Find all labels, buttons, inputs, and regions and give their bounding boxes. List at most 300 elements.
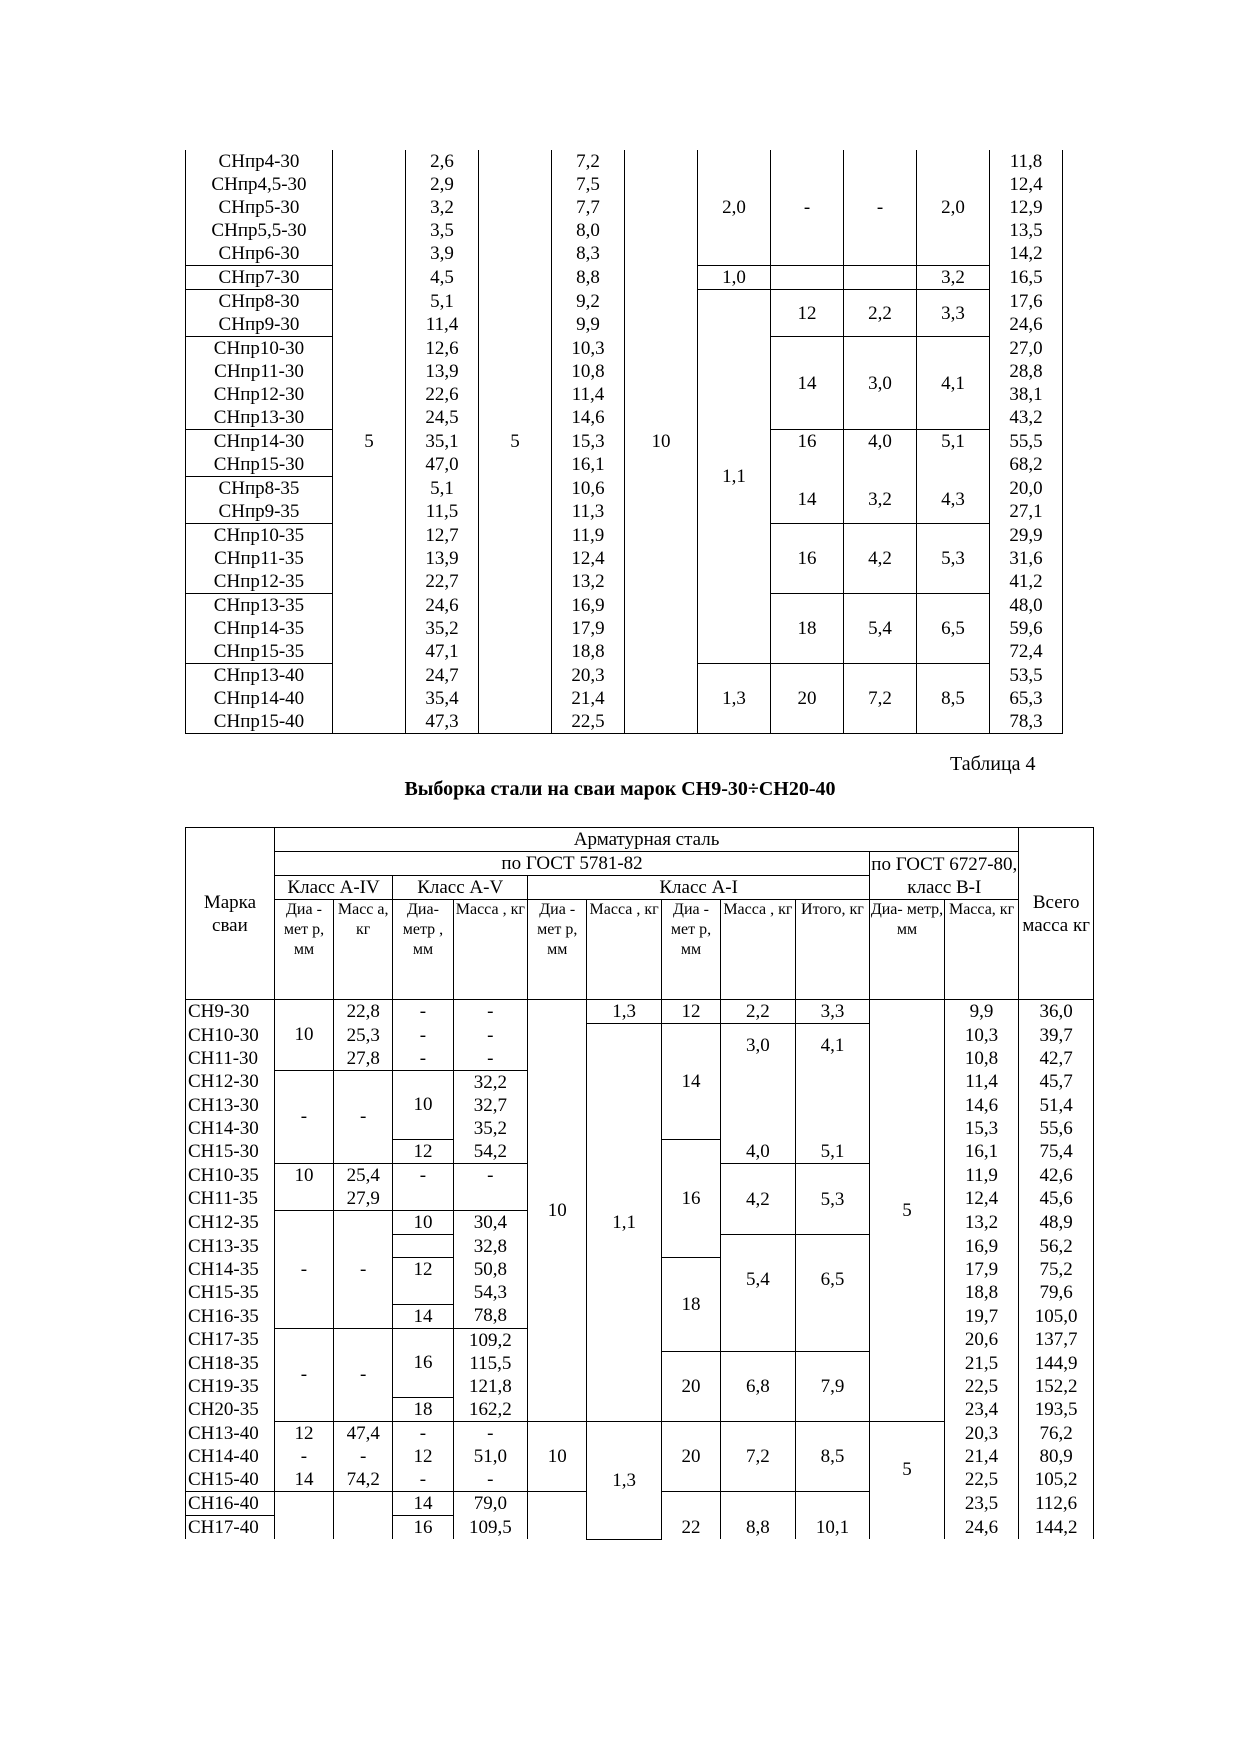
- b1-mass: 19,7: [944, 1304, 1019, 1328]
- mark-cell: СНпр15-35: [186, 640, 333, 664]
- mark-cell: СН20-35: [186, 1398, 275, 1422]
- header-diameter: Диа - мет р, мм: [528, 900, 587, 1000]
- value-cell: 11,4: [406, 313, 479, 337]
- value-cell: 7,7: [552, 196, 625, 219]
- b1-mass: 22,5: [944, 1375, 1019, 1398]
- group-value: 1,3: [698, 664, 771, 734]
- group-value: 5,1: [917, 430, 990, 454]
- mark-cell: СНпр12-30: [186, 383, 333, 406]
- mark-cell: СНпр9-30: [186, 313, 333, 337]
- mark-cell: СН9-30: [186, 1000, 275, 1024]
- header-class-a4: Класс А-IV: [274, 876, 392, 900]
- mark-cell: СНпр11-30: [186, 360, 333, 383]
- a4-mass: 25,4: [334, 1164, 393, 1188]
- value-cell: 11,9: [552, 524, 625, 548]
- value-cell: 22,6: [406, 383, 479, 406]
- value-cell: 11,3: [552, 500, 625, 524]
- group-value: 1,1: [698, 290, 771, 664]
- total-mass: 75,4: [1019, 1140, 1094, 1164]
- a5-diameter: 12: [393, 1445, 453, 1468]
- group-value: [771, 453, 844, 477]
- value-cell: 47,1: [406, 640, 479, 664]
- b1-mass: 20,3: [944, 1422, 1019, 1446]
- header-mass: Масс а, кг: [334, 900, 393, 1000]
- b1-diameter: 5: [870, 1000, 945, 1422]
- a5-mass: 35,2: [453, 1117, 528, 1140]
- value-cell: 24,5: [406, 406, 479, 430]
- group-value: 3,3: [917, 290, 990, 337]
- mark-cell: СНпр8-35: [186, 477, 333, 501]
- group-value: [844, 453, 917, 477]
- value-cell: 35,1: [406, 430, 479, 454]
- total-mass: 152,2: [1019, 1375, 1094, 1398]
- a1-total: 6,5: [795, 1258, 870, 1352]
- a1-diameter: 16: [661, 1140, 720, 1258]
- mark-cell: СН11-35: [186, 1187, 275, 1211]
- header-mass: Масса , кг: [453, 900, 528, 1000]
- a4-diameter: -: [274, 1445, 333, 1468]
- mark-cell: СНпр15-40: [186, 710, 333, 734]
- a4-diameter: [274, 1492, 333, 1540]
- group-value: 4,0: [844, 430, 917, 454]
- a4-mass: 27,8: [334, 1047, 393, 1071]
- a4-mass: -: [334, 1328, 393, 1422]
- header-total: Всего масса кг: [1019, 828, 1094, 1000]
- a5-mass: -: [453, 1422, 528, 1446]
- value-cell: 12,7: [406, 524, 479, 548]
- header-rebar: Арматурная сталь: [274, 828, 1019, 852]
- total-mass: 51,4: [1019, 1094, 1094, 1117]
- value-cell: 17,9: [552, 617, 625, 640]
- mark-cell: СН14-30: [186, 1117, 275, 1140]
- group-value: 1,0: [698, 266, 771, 290]
- value-cell: 9,2: [552, 290, 625, 314]
- total-mass: 55,6: [1019, 1117, 1094, 1140]
- total-cell: 72,4: [990, 640, 1063, 664]
- total-cell: 29,9: [990, 524, 1063, 548]
- a5-mass: 78,8: [453, 1304, 528, 1328]
- a5-diameter: [393, 1187, 453, 1211]
- a5-mass: 121,8: [453, 1375, 528, 1398]
- group-value: 20: [771, 664, 844, 734]
- b1-mass: 9,9: [944, 1000, 1019, 1024]
- value-cell: 15,3: [552, 430, 625, 454]
- value-cell: 7,5: [552, 173, 625, 196]
- total-mass: 75,2: [1019, 1258, 1094, 1282]
- a4-mass: -: [334, 1445, 393, 1468]
- group-value: 3,2: [844, 477, 917, 524]
- mark-cell: СНпр13-30: [186, 406, 333, 430]
- mark-cell: СН15-30: [186, 1140, 275, 1164]
- a5-mass: 115,5: [453, 1352, 528, 1375]
- total-cell: 14,2: [990, 242, 1063, 266]
- a4-mass: [334, 1492, 393, 1540]
- a5-mass: 32,8: [453, 1235, 528, 1258]
- total-mass: 80,9: [1019, 1445, 1094, 1468]
- mark-cell: СНпр14-35: [186, 617, 333, 640]
- total-mass: 144,2: [1019, 1516, 1094, 1540]
- mark-cell: СН10-35: [186, 1164, 275, 1188]
- a1-mass: 3,0: [721, 1024, 796, 1140]
- value-cell: 8,0: [552, 219, 625, 242]
- a4-mass: 74,2: [334, 1468, 393, 1492]
- b1-mass: 14,6: [944, 1094, 1019, 1117]
- table-number: Таблица 4: [950, 753, 1036, 775]
- a5-mass: 54,2: [453, 1140, 528, 1164]
- mark-cell: СНпр10-30: [186, 337, 333, 361]
- table-title: Выборка стали на сваи марок СН9-30÷СН20-40: [404, 778, 836, 800]
- a1-diameter: 22: [661, 1492, 720, 1540]
- value-cell: 10,6: [552, 477, 625, 501]
- a1-mass: 2,2: [721, 1000, 796, 1024]
- a5-diameter: 12: [393, 1140, 453, 1164]
- group-value: 14: [771, 337, 844, 430]
- a1-diameter: 20: [661, 1352, 720, 1422]
- shared-value: 5: [479, 150, 552, 734]
- a1-mass: 5,4: [721, 1258, 796, 1352]
- mark-cell: СНпр8-30: [186, 290, 333, 314]
- total-cell: 12,9: [990, 196, 1063, 219]
- group-value: [771, 266, 844, 290]
- value-cell: 35,2: [406, 617, 479, 640]
- b1-diameter: 5: [870, 1422, 945, 1540]
- a5-mass: 109,5: [453, 1516, 528, 1540]
- a5-mass: 32,2: [453, 1070, 528, 1094]
- mark-cell: СНпр7-30: [186, 266, 333, 290]
- a5-diameter: 14: [393, 1304, 453, 1328]
- a5-diameter: -: [393, 1164, 453, 1188]
- group-value: 4,2: [844, 524, 917, 594]
- total-mass: 79,6: [1019, 1281, 1094, 1304]
- mark-cell: СНпр13-40: [186, 664, 333, 688]
- a5-diameter: 18: [393, 1398, 453, 1422]
- header-gost-6727: по ГОСТ 6727-80, класс В-I: [871, 853, 1018, 898]
- a1-total: 8,5: [795, 1422, 870, 1492]
- value-cell: 20,3: [552, 664, 625, 688]
- total-mass: 48,9: [1019, 1211, 1094, 1235]
- mark-cell: СН13-30: [186, 1094, 275, 1117]
- a5-diameter: -: [393, 1422, 453, 1446]
- total-cell: 24,6: [990, 313, 1063, 337]
- a4-diameter: -: [274, 1211, 333, 1329]
- b1-mass: 11,9: [944, 1164, 1019, 1188]
- a5-diameter: [393, 1281, 453, 1304]
- a5-diameter: -: [393, 1047, 453, 1071]
- a5-mass: [453, 1187, 528, 1211]
- group-value: 16: [771, 524, 844, 594]
- a1-diameter: 14: [661, 1024, 720, 1140]
- total-cell: 28,8: [990, 360, 1063, 383]
- group-value: 18: [771, 594, 844, 664]
- mark-cell: СН16-35: [186, 1304, 275, 1328]
- a1-diameter: 10: [528, 1422, 587, 1492]
- group-value: 3,0: [844, 337, 917, 430]
- group-value: 12: [771, 290, 844, 337]
- steel-table-continuation: [185, 150, 1063, 734]
- a1-diameter: 12: [661, 1000, 720, 1024]
- a5-mass: 162,2: [453, 1398, 528, 1422]
- a5-mass: 51,0: [453, 1445, 528, 1468]
- a4-diameter: 10: [274, 1164, 333, 1211]
- mark-cell: СН10-30: [186, 1024, 275, 1047]
- total-mass: 39,7: [1019, 1024, 1094, 1047]
- total-mass: 105,2: [1019, 1468, 1094, 1492]
- total-cell: 65,3: [990, 687, 1063, 710]
- value-cell: 16,9: [552, 594, 625, 618]
- a1-mass: 4,2: [721, 1164, 796, 1235]
- a5-mass: 109,2: [453, 1328, 528, 1352]
- mark-cell: СНпр13-35: [186, 594, 333, 618]
- group-value: 3,2: [917, 266, 990, 290]
- value-cell: 13,2: [552, 570, 625, 594]
- a1-mass: 4,0: [721, 1140, 796, 1164]
- value-cell: 8,3: [552, 242, 625, 266]
- a5-mass: -: [453, 1164, 528, 1188]
- b1-mass: 16,9: [944, 1235, 1019, 1258]
- a5-mass: 30,4: [453, 1211, 528, 1235]
- mark-cell: СН12-35: [186, 1211, 275, 1235]
- mark-cell: СНпр5,5-30: [186, 219, 333, 242]
- b1-mass: 16,1: [944, 1140, 1019, 1164]
- value-cell: 2,9: [406, 173, 479, 196]
- a5-mass: 50,8: [453, 1258, 528, 1282]
- value-cell: 10,8: [552, 360, 625, 383]
- mark-cell: СНпр14-30: [186, 430, 333, 454]
- total-mass: 56,2: [1019, 1235, 1094, 1258]
- a5-mass: -: [453, 1000, 528, 1024]
- mark-cell: СНпр14-40: [186, 687, 333, 710]
- a4-diameter: -: [274, 1070, 333, 1164]
- a5-mass: -: [453, 1024, 528, 1047]
- header-class-a5: Класс А-V: [393, 876, 528, 900]
- b1-mass: 23,5: [944, 1492, 1019, 1516]
- a1-diameter: 20: [661, 1422, 720, 1492]
- group-value: 2,0: [917, 150, 990, 266]
- value-cell: 35,4: [406, 687, 479, 710]
- group-value: [917, 453, 990, 477]
- b1-mass: 17,9: [944, 1258, 1019, 1282]
- header-mark: Марка сваи: [186, 828, 275, 1000]
- total-cell: 13,5: [990, 219, 1063, 242]
- value-cell: 5,1: [406, 290, 479, 314]
- b1-mass: 11,4: [944, 1070, 1019, 1094]
- a4-mass: 47,4: [334, 1422, 393, 1446]
- value-cell: 24,6: [406, 594, 479, 618]
- a1-total: 7,9: [795, 1352, 870, 1422]
- group-value: 6,5: [917, 594, 990, 664]
- value-cell: 13,9: [406, 547, 479, 570]
- value-cell: 4,5: [406, 266, 479, 290]
- a1-mass: 6,8: [721, 1352, 796, 1422]
- value-cell: 14,6: [552, 406, 625, 430]
- a4-mass: 27,9: [334, 1187, 393, 1211]
- mark-cell: СНпр15-30: [186, 453, 333, 477]
- a1-mass: 8,8: [721, 1492, 796, 1540]
- total-cell: 41,2: [990, 570, 1063, 594]
- mark-cell: СН14-35: [186, 1258, 275, 1282]
- mark-cell: СН17-40: [186, 1516, 275, 1540]
- value-cell: 7,2: [552, 150, 625, 173]
- total-cell: 53,5: [990, 664, 1063, 688]
- a4-mass: 25,3: [334, 1024, 393, 1047]
- a1-diameter: 10: [528, 1000, 587, 1422]
- a5-diameter: 16: [393, 1328, 453, 1398]
- header-diameter: Диа- метр , мм: [393, 900, 453, 1000]
- a4-diameter: -: [274, 1328, 333, 1422]
- b1-mass: 21,4: [944, 1445, 1019, 1468]
- b1-mass: 21,5: [944, 1352, 1019, 1375]
- header-mass: Масса , кг: [587, 900, 662, 1000]
- total-mass: 105,0: [1019, 1304, 1094, 1328]
- total-mass: 45,6: [1019, 1187, 1094, 1211]
- mark-cell: СН17-35: [186, 1328, 275, 1352]
- total-cell: 20,0: [990, 477, 1063, 501]
- total-cell: 17,6: [990, 290, 1063, 314]
- value-cell: 16,1: [552, 453, 625, 477]
- value-cell: 21,4: [552, 687, 625, 710]
- total-mass: 36,0: [1019, 1000, 1094, 1024]
- b1-mass: 13,2: [944, 1211, 1019, 1235]
- group-value: 14: [771, 477, 844, 524]
- value-cell: 47,3: [406, 710, 479, 734]
- mark-cell: СН12-30: [186, 1070, 275, 1094]
- group-value: 4,1: [917, 337, 990, 430]
- b1-mass: 23,4: [944, 1398, 1019, 1422]
- value-cell: 18,8: [552, 640, 625, 664]
- value-cell: 5,1: [406, 477, 479, 501]
- mark-cell: СН13-35: [186, 1235, 275, 1258]
- a1-diameter: 18: [661, 1258, 720, 1352]
- mark-cell: СНпр11-35: [186, 547, 333, 570]
- value-cell: 10,3: [552, 337, 625, 361]
- shared-value: 5: [333, 150, 406, 734]
- group-value: [844, 266, 917, 290]
- value-cell: 9,9: [552, 313, 625, 337]
- total-cell: 27,1: [990, 500, 1063, 524]
- a5-mass: 79,0: [453, 1492, 528, 1516]
- a5-diameter: 12: [393, 1258, 453, 1282]
- a4-mass: -: [334, 1211, 393, 1329]
- total-cell: 31,6: [990, 547, 1063, 570]
- group-value: 7,2: [844, 664, 917, 734]
- a4-diameter: 12: [274, 1422, 333, 1446]
- a1-mass: 7,2: [721, 1422, 796, 1492]
- a5-diameter: -: [393, 1000, 453, 1024]
- a1-diameter: [528, 1492, 587, 1540]
- header-mass: Масса, кг: [944, 900, 1019, 1000]
- value-cell: 3,5: [406, 219, 479, 242]
- a5-diameter: [393, 1235, 453, 1258]
- total-mass: 193,5: [1019, 1398, 1094, 1422]
- total-mass: 42,6: [1019, 1164, 1094, 1188]
- mark-cell: СН15-35: [186, 1281, 275, 1304]
- a1-mass: 1,3: [587, 1000, 662, 1024]
- total-mass: 42,7: [1019, 1047, 1094, 1071]
- a1-mass: [721, 1235, 796, 1258]
- total-mass: 45,7: [1019, 1070, 1094, 1094]
- b1-mass: 24,6: [944, 1516, 1019, 1540]
- a5-diameter: -: [393, 1024, 453, 1047]
- a4-diameter: 10: [274, 1000, 333, 1071]
- header-total-a1: Итого, кг: [795, 900, 870, 1000]
- b1-mass: 12,4: [944, 1187, 1019, 1211]
- total-cell: 27,0: [990, 337, 1063, 361]
- a4-mass: 22,8: [334, 1000, 393, 1024]
- a1-total: [795, 1235, 870, 1258]
- value-cell: 3,2: [406, 196, 479, 219]
- header-mass: Масса , кг: [721, 900, 796, 1000]
- mark-cell: СНпр9-35: [186, 500, 333, 524]
- a5-diameter: 10: [393, 1211, 453, 1235]
- total-cell: 11,8: [990, 150, 1063, 173]
- value-cell: 11,4: [552, 383, 625, 406]
- header-gost-5781: по ГОСТ 5781-82: [274, 852, 869, 876]
- b1-mass: 10,3: [944, 1024, 1019, 1047]
- total-mass: 144,9: [1019, 1352, 1094, 1375]
- mark-cell: СН13-40: [186, 1422, 275, 1446]
- a5-mass: 54,3: [453, 1281, 528, 1304]
- a5-diameter: 14: [393, 1492, 453, 1516]
- b1-mass: 15,3: [944, 1117, 1019, 1140]
- mark-cell: СН15-40: [186, 1468, 275, 1492]
- mark-cell: СН18-35: [186, 1352, 275, 1375]
- header-diameter: Диа- метр, мм: [870, 900, 945, 1000]
- a5-diameter: 16: [393, 1516, 453, 1540]
- value-cell: 12,4: [552, 547, 625, 570]
- total-mass: 137,7: [1019, 1328, 1094, 1352]
- total-cell: 55,5: [990, 430, 1063, 454]
- value-cell: 11,5: [406, 500, 479, 524]
- value-cell: 22,7: [406, 570, 479, 594]
- group-value: -: [844, 150, 917, 266]
- mark-cell: СНпр5-30: [186, 196, 333, 219]
- mark-cell: СН19-35: [186, 1375, 275, 1398]
- value-cell: 22,5: [552, 710, 625, 734]
- a4-mass: -: [334, 1070, 393, 1164]
- mark-cell: СН11-30: [186, 1047, 275, 1071]
- total-cell: 16,5: [990, 266, 1063, 290]
- group-value: 16: [771, 430, 844, 454]
- a5-mass: 32,7: [453, 1094, 528, 1117]
- total-cell: 43,2: [990, 406, 1063, 430]
- a1-mass: 1,1: [587, 1024, 662, 1422]
- a1-total: 5,1: [795, 1140, 870, 1164]
- header-diameter: Диа - мет р, мм: [661, 900, 720, 1000]
- a4-diameter: 14: [274, 1468, 333, 1492]
- total-cell: 78,3: [990, 710, 1063, 734]
- group-value: 2,2: [844, 290, 917, 337]
- total-cell: 68,2: [990, 453, 1063, 477]
- mark-cell: СНпр4,5-30: [186, 173, 333, 196]
- total-cell: 38,1: [990, 383, 1063, 406]
- b1-mass: 18,8: [944, 1281, 1019, 1304]
- a1-total: 10,1: [795, 1492, 870, 1540]
- total-cell: 59,6: [990, 617, 1063, 640]
- mark-cell: СНпр12-35: [186, 570, 333, 594]
- a5-mass: -: [453, 1468, 528, 1492]
- value-cell: 8,8: [552, 266, 625, 290]
- group-value: 8,5: [917, 664, 990, 734]
- a1-total: 5,3: [795, 1164, 870, 1235]
- total-mass: 76,2: [1019, 1422, 1094, 1446]
- mark-cell: СНпр4-30: [186, 150, 333, 173]
- group-value: -: [771, 150, 844, 266]
- a1-total: 4,1: [795, 1024, 870, 1140]
- value-cell: 13,9: [406, 360, 479, 383]
- value-cell: 3,9: [406, 242, 479, 266]
- mark-cell: СН16-40: [186, 1492, 275, 1516]
- b1-mass: 10,8: [944, 1047, 1019, 1071]
